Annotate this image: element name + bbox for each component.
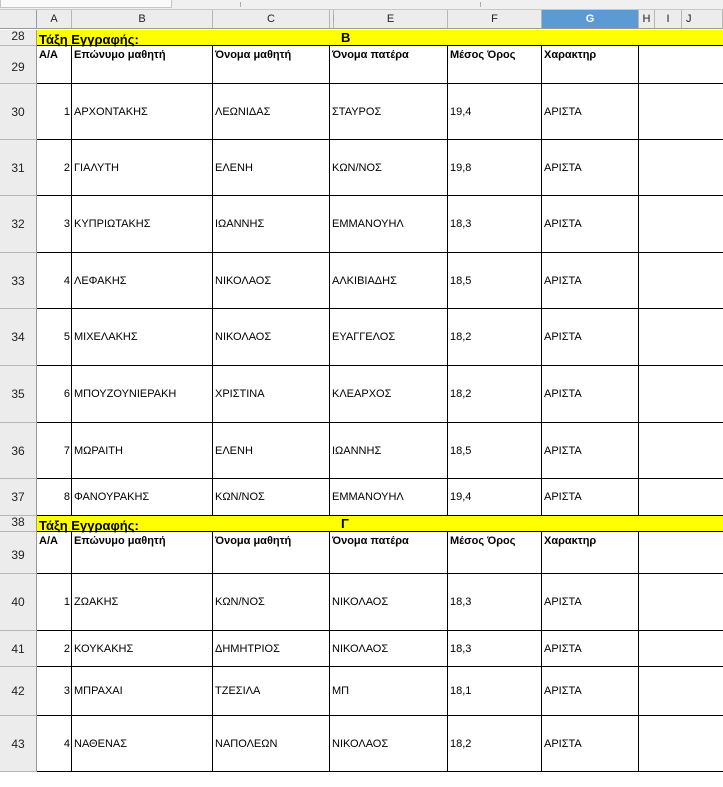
column-header-j[interactable]: J xyxy=(682,10,723,29)
average-cell[interactable]: 18,5 xyxy=(448,423,542,479)
average-cell[interactable]: 18,3 xyxy=(448,631,542,667)
empty-cell[interactable] xyxy=(639,140,723,196)
row-header[interactable]: 36 xyxy=(0,423,37,479)
column-title-cell[interactable]: Επώνυμο μαθητή xyxy=(72,46,213,84)
grade-cell[interactable]: ΑΡΙΣΤΑ xyxy=(542,309,639,366)
aa-cell[interactable]: 2 xyxy=(37,631,72,667)
row-header[interactable]: 30 xyxy=(0,84,37,140)
row-header[interactable]: 32 xyxy=(0,196,37,253)
average-cell[interactable]: 18,3 xyxy=(448,196,542,253)
surname-cell[interactable]: ΚΟΥΚΑΚΗΣ xyxy=(72,631,213,667)
surname-cell[interactable]: ΚΥΠΡΙΩΤΑΚΗΣ xyxy=(72,196,213,253)
first-name-cell[interactable]: ΝΙΚΟΛΑΟΣ xyxy=(213,309,330,366)
empty-cell[interactable] xyxy=(639,574,723,631)
row-header[interactable]: 38 xyxy=(0,516,37,532)
row-header[interactable]: 42 xyxy=(0,667,37,716)
first-name-cell[interactable]: ΚΩΝ/ΝΟΣ xyxy=(213,574,330,631)
surname-cell[interactable]: ΜΠΡΑΧΑΙ xyxy=(72,667,213,716)
empty-cell[interactable] xyxy=(639,716,723,772)
class-letter: Β xyxy=(341,30,351,45)
select-all-corner[interactable] xyxy=(0,10,37,29)
empty-cell[interactable] xyxy=(639,631,723,667)
average-cell[interactable]: 18,2 xyxy=(448,309,542,366)
father-name-cell[interactable]: ΝΙΚΟΛΑΟΣ xyxy=(330,631,448,667)
column-title-cell[interactable]: Α/Α xyxy=(37,46,72,84)
row-header[interactable]: 31 xyxy=(0,140,37,196)
row-header[interactable]: 33 xyxy=(0,253,37,309)
column-header-e[interactable]: E xyxy=(334,10,448,29)
grade-cell[interactable]: ΑΡΙΣΤΑ xyxy=(542,479,639,516)
grade-cell[interactable]: ΑΡΙΣΤΑ xyxy=(542,574,639,631)
father-name-cell[interactable]: ΕΜΜΑΝΟΥΗΛ xyxy=(330,479,448,516)
father-name-cell[interactable]: ΚΩΝ/ΝΟΣ xyxy=(330,140,448,196)
name-box[interactable] xyxy=(0,0,172,8)
toolbar-separator xyxy=(480,2,481,7)
surname-cell[interactable]: ΦΑΝΟΥΡΑΚΗΣ xyxy=(72,479,213,516)
column-title-cell[interactable]: Μέσος Όρος xyxy=(448,532,542,574)
empty-cell[interactable] xyxy=(639,667,723,716)
surname-cell[interactable]: ΜΠΟΥΖΟΥΝΙΕΡΑΚΗ xyxy=(72,366,213,423)
aa-cell[interactable]: 2 xyxy=(37,140,72,196)
empty-cell[interactable] xyxy=(639,309,723,366)
average-cell[interactable]: 19,8 xyxy=(448,140,542,196)
average-cell[interactable]: 18,2 xyxy=(448,716,542,772)
row-header[interactable]: 37 xyxy=(0,479,37,516)
surname-cell[interactable]: ΑΡΧΟΝΤΑΚΗΣ xyxy=(72,84,213,140)
aa-cell[interactable]: 8 xyxy=(37,479,72,516)
toolbar-strip xyxy=(0,0,723,10)
class-title-band xyxy=(37,30,723,46)
average-cell[interactable]: 19,4 xyxy=(448,479,542,516)
surname-cell[interactable]: ΓΙΑΛΥΤΗ xyxy=(72,140,213,196)
father-name-cell[interactable]: ΙΩΑΝΝΗΣ xyxy=(330,423,448,479)
column-header-g[interactable]: G xyxy=(542,10,639,29)
first-name-cell[interactable]: ΝΙΚΟΛΑΟΣ xyxy=(213,253,330,309)
row-header[interactable]: 40 xyxy=(0,574,37,631)
first-name-cell[interactable]: ΝΑΠΟΛΕΩΝ xyxy=(213,716,330,772)
column-header-h[interactable]: H xyxy=(639,10,655,29)
aa-cell[interactable]: 5 xyxy=(37,309,72,366)
row-header[interactable]: 34 xyxy=(0,309,37,366)
column-title-cell[interactable]: Όνομα μαθητή xyxy=(213,532,330,574)
grade-cell[interactable]: ΑΡΙΣΤΑ xyxy=(542,423,639,479)
first-name-cell[interactable]: ΕΛΕΝΗ xyxy=(213,140,330,196)
father-name-cell[interactable]: ΝΙΚΟΛΑΟΣ xyxy=(330,716,448,772)
class-label: Τάξη Εγγραφής: xyxy=(39,518,139,533)
average-cell[interactable]: 18,2 xyxy=(448,366,542,423)
grade-cell[interactable]: ΑΡΙΣΤΑ xyxy=(542,196,639,253)
column-title-cell[interactable]: Χαρακτηρ xyxy=(542,532,639,574)
aa-cell[interactable]: 6 xyxy=(37,366,72,423)
father-name-cell[interactable]: ΚΛΕΑΡΧΟΣ xyxy=(330,366,448,423)
surname-cell[interactable]: ΛΕΦΑΚΗΣ xyxy=(72,253,213,309)
row-header[interactable]: 41 xyxy=(0,631,37,667)
row-header[interactable]: 35 xyxy=(0,366,37,423)
column-title-cell[interactable]: Όνομα μαθητή xyxy=(213,46,330,84)
surname-cell[interactable]: ΜΙΧΕΛΑΚΗΣ xyxy=(72,309,213,366)
column-title-cell[interactable]: Α/Α xyxy=(37,532,72,574)
surname-cell[interactable]: ΖΩΑΚΗΣ xyxy=(72,574,213,631)
aa-cell[interactable]: 1 xyxy=(37,84,72,140)
column-title-cell[interactable]: Όνομα πατέρα xyxy=(330,532,448,574)
empty-cell[interactable] xyxy=(639,423,723,479)
class-label: Τάξη Εγγραφής: xyxy=(39,32,139,47)
column-title-cell[interactable]: Χαρακτηρ xyxy=(542,46,639,84)
first-name-cell[interactable]: ΚΩΝ/ΝΟΣ xyxy=(213,479,330,516)
grade-cell[interactable]: ΑΡΙΣΤΑ xyxy=(542,716,639,772)
column-title-cell[interactable]: Όνομα πατέρα xyxy=(330,46,448,84)
father-name-cell[interactable]: ΕΜΜΑΝΟΥΗΛ xyxy=(330,196,448,253)
column-header-c[interactable]: C xyxy=(213,10,330,29)
father-name-cell[interactable]: ΝΙΚΟΛΑΟΣ xyxy=(330,574,448,631)
grade-cell[interactable]: ΑΡΙΣΤΑ xyxy=(542,366,639,423)
average-cell[interactable]: 19,4 xyxy=(448,84,542,140)
grade-cell[interactable]: ΑΡΙΣΤΑ xyxy=(542,140,639,196)
aa-cell[interactable]: 3 xyxy=(37,196,72,253)
father-name-cell[interactable]: ΜΠ xyxy=(330,667,448,716)
first-name-cell[interactable]: ΙΩΑΝΝΗΣ xyxy=(213,196,330,253)
column-title-cell[interactable]: Επώνυμο μαθητή xyxy=(72,532,213,574)
class-letter: Γ xyxy=(341,516,349,531)
first-name-cell[interactable]: ΛΕΩΝΙΔΑΣ xyxy=(213,84,330,140)
empty-cell[interactable] xyxy=(639,532,723,574)
class-title-band xyxy=(37,516,723,532)
empty-cell[interactable] xyxy=(639,84,723,140)
average-cell[interactable]: 18,3 xyxy=(448,574,542,631)
empty-cell[interactable] xyxy=(639,253,723,309)
father-name-cell[interactable]: ΑΛΚΙΒΙΑΔΗΣ xyxy=(330,253,448,309)
empty-cell[interactable] xyxy=(639,196,723,253)
column-header-a[interactable]: A xyxy=(37,10,72,29)
first-name-cell[interactable]: ΔΗΜΗΤΡΙΟΣ xyxy=(213,631,330,667)
average-cell[interactable]: 18,5 xyxy=(448,253,542,309)
first-name-cell[interactable]: ΕΛΕΝΗ xyxy=(213,423,330,479)
first-name-cell[interactable]: ΧΡΙΣΤΙΝΑ xyxy=(213,366,330,423)
column-header-f[interactable]: F xyxy=(448,10,542,29)
aa-cell[interactable]: 7 xyxy=(37,423,72,479)
surname-cell[interactable]: ΜΩΡΑΙΤΗ xyxy=(72,423,213,479)
aa-cell[interactable]: 3 xyxy=(37,667,72,716)
toolbar-separator xyxy=(240,2,241,7)
empty-cell[interactable] xyxy=(639,479,723,516)
column-header-i[interactable]: I xyxy=(655,10,682,29)
row-header[interactable]: 29 xyxy=(0,46,37,84)
row-header[interactable]: 28 xyxy=(0,30,37,46)
empty-cell[interactable] xyxy=(639,366,723,423)
father-name-cell[interactable]: ΕΥΑΓΓΕΛΟΣ xyxy=(330,309,448,366)
column-header-b[interactable]: B xyxy=(72,10,213,29)
grade-cell[interactable]: ΑΡΙΣΤΑ xyxy=(542,667,639,716)
grade-cell[interactable]: ΑΡΙΣΤΑ xyxy=(542,253,639,309)
first-name-cell[interactable]: ΤΖΕΣΙΛΑ xyxy=(213,667,330,716)
grade-cell[interactable]: ΑΡΙΣΤΑ xyxy=(542,631,639,667)
aa-cell[interactable]: 4 xyxy=(37,253,72,309)
empty-cell[interactable] xyxy=(639,46,723,84)
grade-cell[interactable]: ΑΡΙΣΤΑ xyxy=(542,84,639,140)
aa-cell[interactable]: 4 xyxy=(37,716,72,772)
row-header[interactable]: 43 xyxy=(0,716,37,772)
row-header[interactable]: 39 xyxy=(0,532,37,574)
average-cell[interactable]: 18,1 xyxy=(448,667,542,716)
father-name-cell[interactable]: ΣΤΑΥΡΟΣ xyxy=(330,84,448,140)
surname-cell[interactable]: ΝΑΘΕΝΑΣ xyxy=(72,716,213,772)
column-title-cell[interactable]: Μέσος Όρος xyxy=(448,46,542,84)
aa-cell[interactable]: 1 xyxy=(37,574,72,631)
